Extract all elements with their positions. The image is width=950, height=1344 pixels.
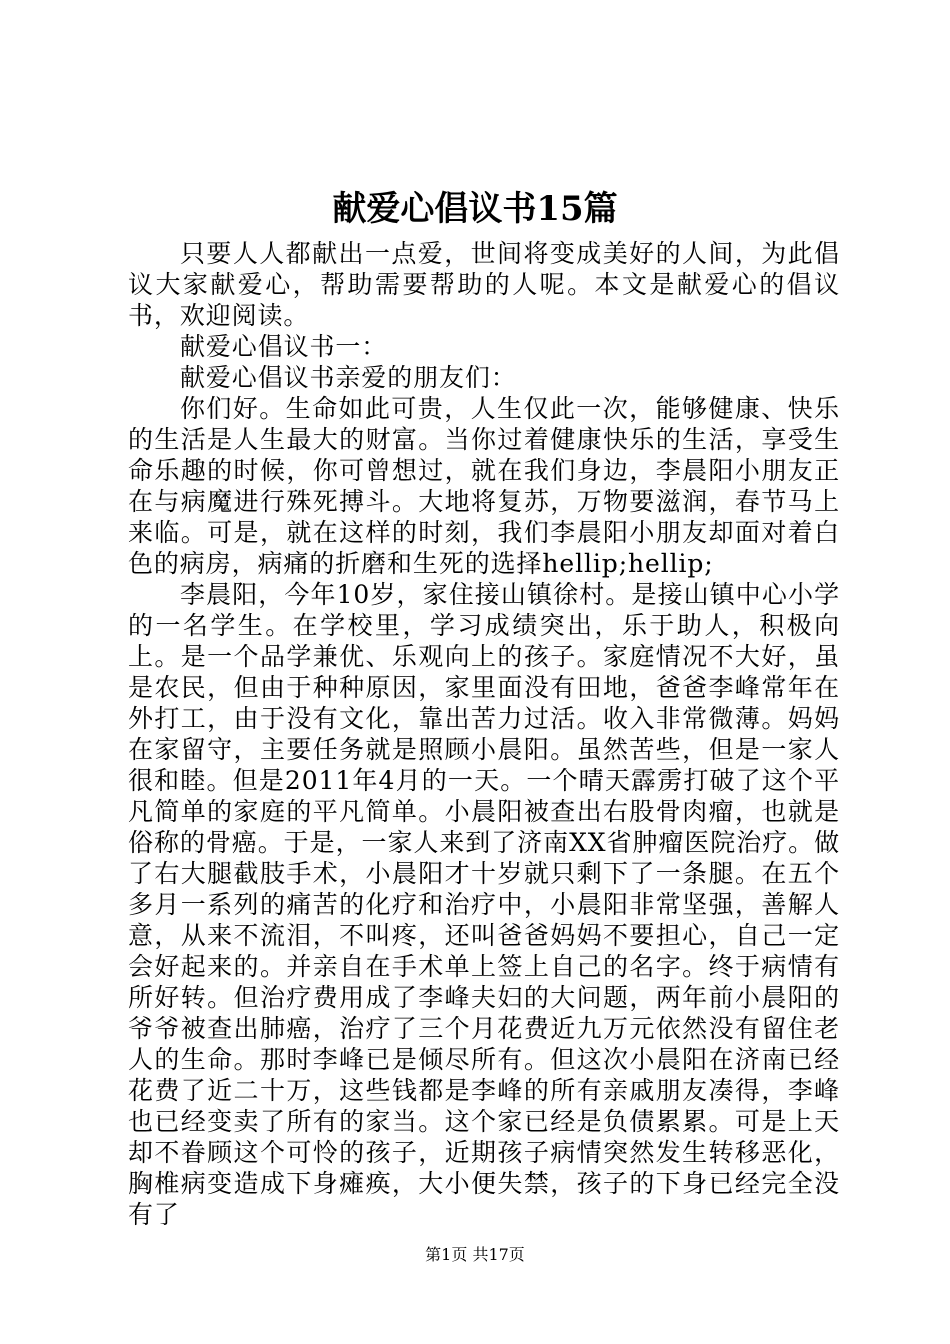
paragraph-story: 李晨阳，今年10岁，家住接山镇徐村。是接山镇中心小学的一名学生。在学校里，学习成绩突出，乐于助人，积极向上。是一个品学兼优、乐观向上的孩子。家庭情况不大好，虽是农民，但由于种种原因，家里面没有田地，爸爸李峰常年在外打工，由于没有文化，靠出苦力过活。收入非常微薄。妈妈在家留守，主要任务就是照顾小晨阳。虽然苦些，但是一家人很和睦。但是2011年4月的一天。一个晴天霹雳打破了这个平凡简单的家庭的平凡简单。小晨阳被查出右股骨肉瘤，也就是俗称的骨癌。于是，一家人来到了济南XX省肿瘤医院治疗。做了右大腿截肢手术，小晨阳才十岁就只剩下了一条腿。在五个多月一系列的痛苦的化疗和治疗中，小晨阳非常坚强，善解人意，从来不流泪，不叫疼，还叫爸爸妈妈不要担心，自己一定会好起来的。并亲自在手术单上签上自己的名字。终于病情有所好转。但治疗费用成了李峰夫妇的大问题，两年前小晨阳的爷爷被查出肺癌，治疗了三个月花费近九万元依然没有留住老人的生命。那时李峰已是倾尽所有。但这次小晨阳在济南已经花费了近二十万，这些钱都是李峰的所有亲戚朋友凑得，李峰也已经变卖了所有的家当。这个家已经是负债累累。可是上天却不眷顾这个可怜的孩子，近期孩子病情突然发生转移恶化，胸椎病变造成下身瘫痪，大小便失禁，孩子的下身已经完全没有了 [128,580,840,1229]
page-footer: 第1页 共17页 [425,1245,525,1264]
paragraph-section-heading: 献爱心倡议书一： [180,332,388,361]
paragraph-salutation: 献爱心倡议书亲爱的朋友们： [180,363,517,392]
paragraph-intro: 只要人人都献出一点爱，世间将变成美好的人间，为此倡议大家献爱心，帮助需要帮助的人呢。本文是献爱心的倡议书，欢迎阅读。 [128,239,840,330]
document-title: 献爱心倡议书15篇 [332,189,618,229]
document-body [128,238,840,1230]
paragraph-greeting: 你们好。生命如此可贵，人生仅此一次，能够健康、快乐的生活是人生最大的财富。当你过着健康快乐的生活，享受生命乐趣的时候，你可曾想过，就在我们身边，李晨阳小朋友正在与病魔进行殊死搏斗。大地将复苏，万物要滋润，春节马上来临。可是，就在这样的时刻，我们李晨阳小朋友却面对着白色的病房，病痛的折磨和生死的选择hellip;hellip; [128,394,840,578]
